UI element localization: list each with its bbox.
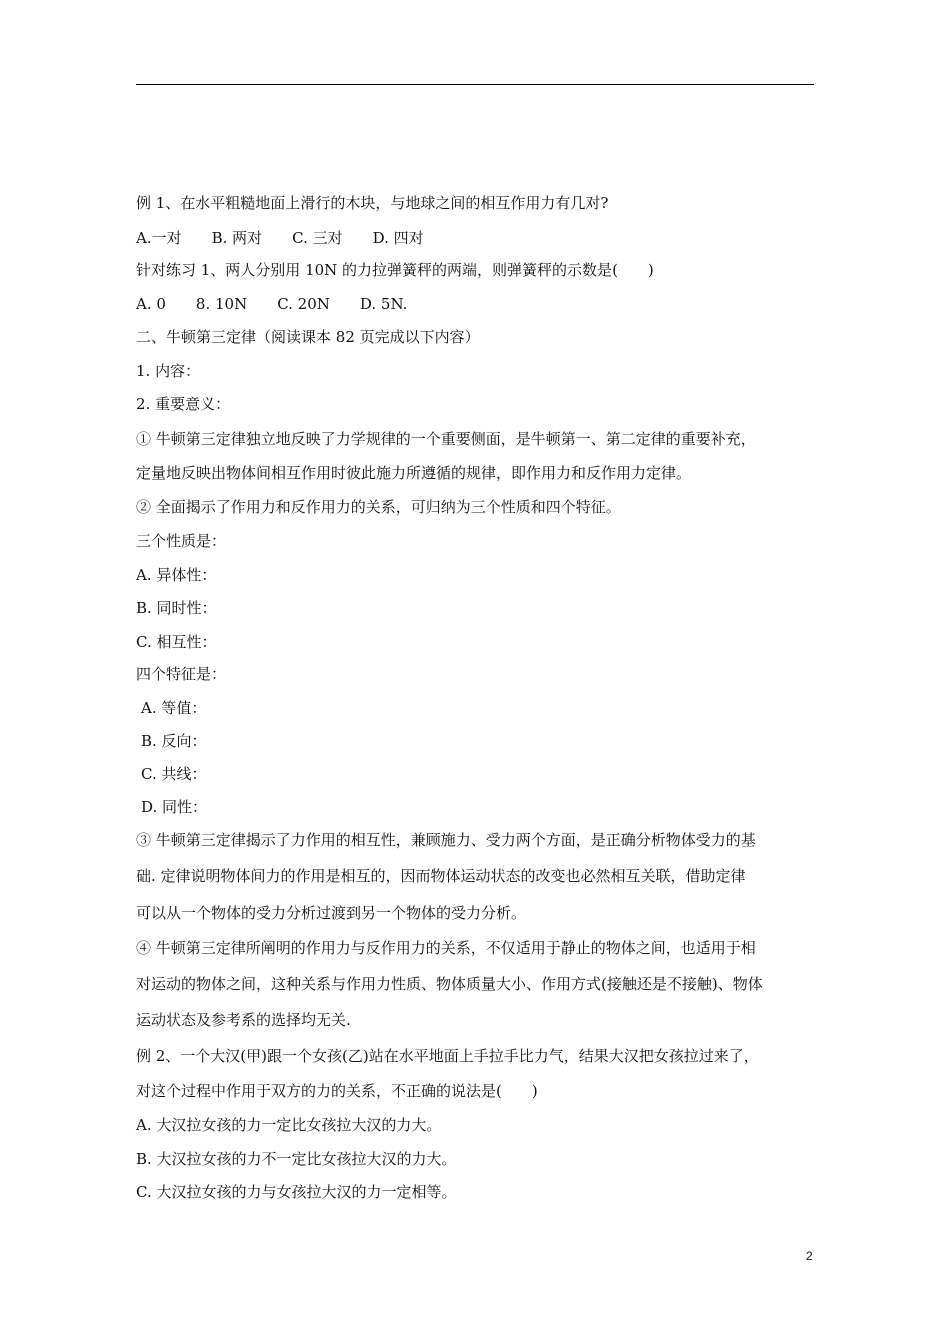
paragraph-2: ② 全面揭示了作用力和反作用力的关系，可归纳为三个性质和四个特征。 (136, 498, 621, 516)
three-properties-heading: 三个性质是： (136, 532, 227, 550)
example-2-option-a: A. 大汉拉女孩的力一定比女孩拉大汉的力大。 (136, 1116, 442, 1134)
paragraph-3-line-2: 础. 定律说明物体间力的作用是相互的，因而物体运动状态的改变也必然相互关联，借助定律 (136, 867, 746, 885)
feature-d: D. 同性： (141, 798, 208, 816)
example-2-option-c: C. 大汉拉女孩的力与女孩拉大汉的力一定相等。 (136, 1183, 457, 1201)
example-1-question: 例 1、在水平粗糙地面上滑行的木块，与地球之间的相互作用力有几对? (136, 194, 609, 212)
page-number: 2 (806, 1249, 813, 1263)
item-significance: 2. 重要意义： (136, 395, 231, 413)
practice-1-options: A. 0 8. 10N C. 20N D. 5N. (136, 295, 408, 313)
paragraph-4-line-2: 对运动的物体之间，这种关系与作用力性质、物体质量大小、作用方式(接触还是不接触)、物体 (136, 975, 763, 993)
paragraph-1-line-2: 定量地反映出物体间相互作用时彼此施力所遵循的规律，即作用力和反作用力定律。 (136, 464, 692, 482)
section-heading: 二、牛顿第三定律（阅读课本 82 页完成以下内容） (136, 328, 480, 346)
paragraph-4-line-3: 运动状态及参考系的选择均无关. (136, 1011, 351, 1029)
example-2-option-b: B. 大汉拉女孩的力不一定比女孩拉大汉的力大。 (136, 1150, 457, 1168)
practice-1-question: 针对练习 1、两人分别用 10N 的力拉弹簧秤的两端，则弹簧秤的示数是( ) (136, 261, 654, 279)
feature-b: B. 反向： (141, 732, 207, 750)
paragraph-3-line-3: 可以从一个物体的受力分析过渡到另一个物体的受力分析。 (136, 904, 527, 922)
example-2-line-2: 对这个过程中作用于双方的力的关系，不正确的说法是( ) (136, 1082, 538, 1100)
paragraph-4-line-1: ④ 牛顿第三定律所阐明的作用力与反作用力的关系，不仅适用于静止的物体之间，也适用于相 (136, 939, 756, 957)
four-features-heading: 四个特征是： (136, 665, 227, 683)
property-c: C. 相互性： (136, 633, 217, 651)
feature-c: C. 共线： (141, 765, 207, 783)
example-2-line-1: 例 2、一个大汉(甲)跟一个女孩(乙)站在水平地面上手拉手比力气，结果大汉把女孩拉过来了， (136, 1047, 759, 1065)
paragraph-1-line-1: ① 牛顿第三定律独立地反映了力学规律的一个重要侧面，是牛顿第一、第二定律的重要补充， (136, 430, 756, 448)
header-rule (136, 84, 814, 85)
property-b: B. 同时性： (136, 599, 217, 617)
feature-a: A. 等值： (141, 699, 207, 717)
item-content: 1. 内容： (136, 362, 201, 380)
example-1-options: A.一对 B. 两对 C. 三对 D. 四对 (136, 229, 424, 247)
property-a: A. 异体性： (136, 566, 217, 584)
paragraph-3-line-1: ③ 牛顿第三定律揭示了力作用的相互性，兼顾施力、受力两个方面，是正确分析物体受力的基 (136, 831, 756, 849)
